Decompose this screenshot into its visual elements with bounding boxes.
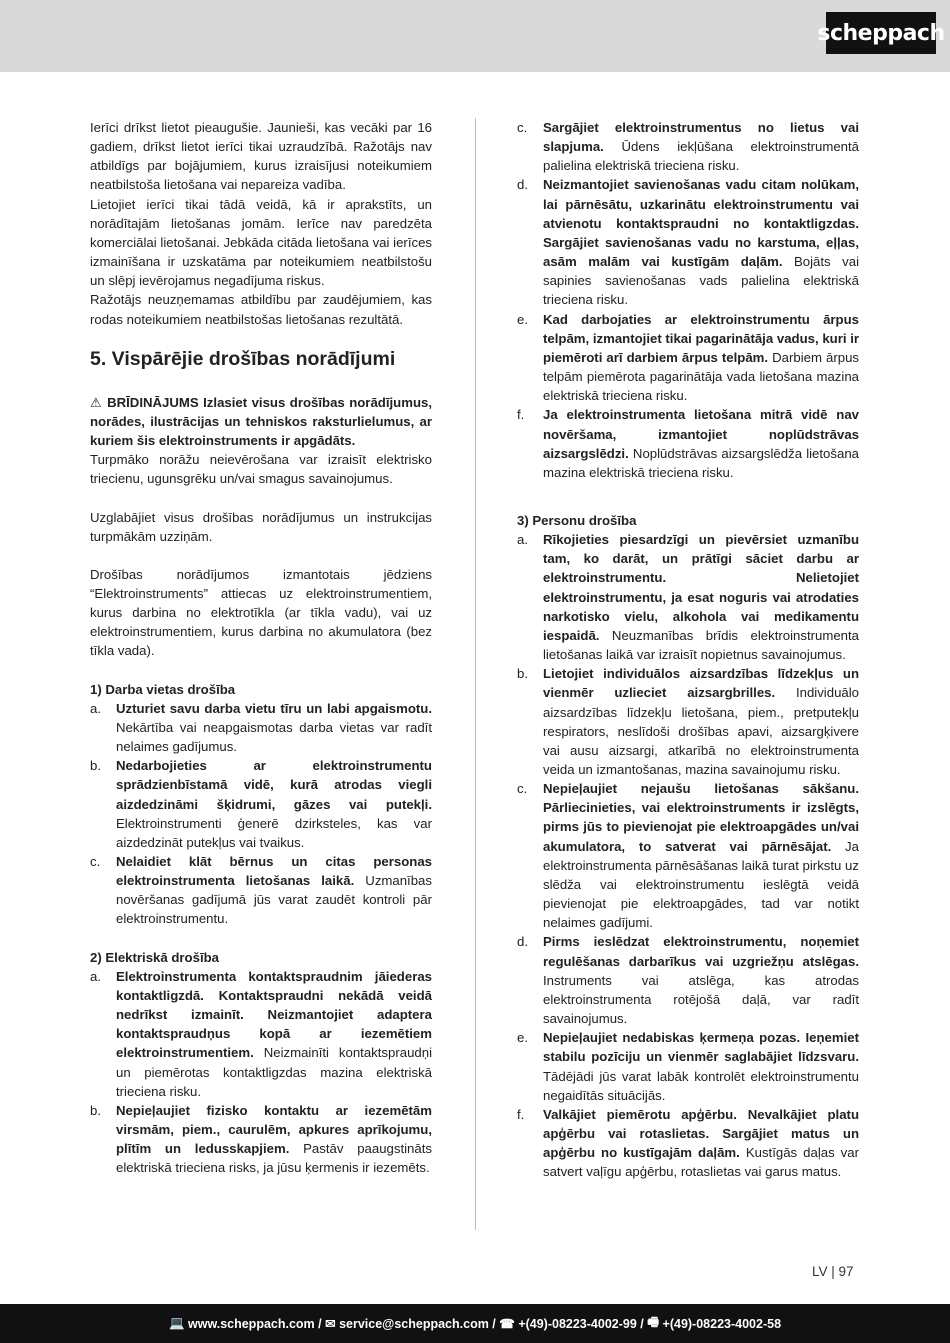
fax-icon: 🖷 xyxy=(647,1315,660,1329)
list-item-text xyxy=(543,779,859,932)
list-item-letter: c. xyxy=(90,854,101,869)
list-item xyxy=(517,1028,859,1105)
list-item-normal: Individuālo aizsardzības līdzekļu lietošana, piem., pretputekļu respirators, neslīdoši drošības apavi, aizsargķivere vai ausu aizsargi, atkarībā no elektroinstrumenta veida un izmantošanas, mazina savainojumu risku. xyxy=(543,685,859,777)
footer-bar xyxy=(0,1304,950,1343)
list-item-normal: Ūdens iekļūšana elektroinstrumentā palielina elektriskā trieciena risku. xyxy=(543,139,859,174)
subsection-title-1: 1) Darba vietas drošība xyxy=(90,681,236,697)
list-item-normal: Neuzmanības brīdis elektroinstrumenta lietošanas laikā var izraisīt nopietnus savainojumus. xyxy=(543,627,859,663)
phone-number[interactable]: +(49)-08223-4002-99 xyxy=(518,1316,637,1331)
subsection-title-3: 3) Personu drošība xyxy=(517,512,637,528)
left-column xyxy=(90,118,432,1178)
list-item-bold: Rīkojieties piesardzīgi un pievērsiet uzmanību tam, ko darāt, un prātīgi sāciet darbu ar elektroinstrumentu. Nelietojiet elektroinstrumentu, ja esat noguris vai atrodaties narkotisko vielu, alkohola vai medikamentu iespaidā. xyxy=(543,532,859,643)
list-item xyxy=(517,405,859,482)
list-item-normal: Pastāv paaugstināts elektriskā trieciena risks, ja jūsu ķermenis ir iezemēts. xyxy=(116,1141,432,1176)
list-item-normal: Bojāts vai sapinies savienošanas vads palielina elektriskā trieciena risku. xyxy=(543,254,859,308)
list-item-normal: Uzmanības novēršanas gadījumā jūs varat zaudēt kontroli pār elektroinstrumentu. xyxy=(116,873,432,927)
list-item xyxy=(90,852,432,929)
list-item-bold: Pirms ieslēdzat elektroinstrumentu, noņemiet regulēšanas darbarīkus vai uzgriežņu atslēgas. xyxy=(543,934,859,969)
list-item-bold: Elektroinstrumenta kontaktspraudnim jāiederas kontaktligzdā. Kontaktspraudni nekādā veidā nedrīkst izmainīt. Neizmantojiet adaptera kontaktspraudņus kopā ar iezemētiem elektroinstrumentiem. xyxy=(116,968,432,1061)
list-item-text xyxy=(543,664,859,779)
list-item-bold: Kad darbojaties ar elektroinstrumentu ārpus telpām, izmantojiet tikai pagarinātāja vadus, kuri ir piemēroti arī darbiem ārpus telpām. xyxy=(543,311,859,365)
work-area-safety-list xyxy=(90,699,432,929)
list-item-normal: Neizmainīti kontaktspraudņi un piemērotas kontaktligzdas mazina elektriskā trieciena risku. xyxy=(116,1045,432,1099)
list-item-letter: f. xyxy=(517,1106,525,1122)
intro-paragraph-3: Ražotājs neuzņemamas atbildību par zaudējumiem, kas rodas noteikumiem neatbilstošas lietošanas rezultātā. xyxy=(90,292,432,327)
list-item-letter: c. xyxy=(517,781,528,797)
warning-bold-text: BRĪDINĀJUMS Izlasiet visus drošības norādījumus, norādes, ilustrācijas un tehniskos raksturlielumus, ar kuriem šis elektroinstruments ir apgādāts. xyxy=(90,394,432,449)
list-item-letter: a. xyxy=(517,532,528,548)
list-item-letter: e. xyxy=(517,1030,528,1046)
subsection-title-2: 2) Elektriskā drošība xyxy=(90,949,220,965)
column-divider xyxy=(475,118,476,1230)
list-item-normal: Elektroinstrumenti ģenerē dzirksteles, kas var aizdedzināt putekļus vai tvaikus. xyxy=(116,815,432,850)
list-item-letter: a. xyxy=(90,700,101,716)
intro-paragraph-1: Ierīci drīkst lietot pieaugušie. Jaunieši, kas vecāki par 16 gadiem, drīkst lietot ierīci tikai uzraudzībā. Ražotājs nav atbildīgs par bojājumiem, kurus izraisījusi noteikumiem neatbilstoša lietošana vai nepareiza vadība. xyxy=(90,120,432,193)
list-item xyxy=(517,530,859,664)
phone-icon: ☎ xyxy=(499,1317,515,1331)
list-item-bold: Nedarbojieties ar elektroinstrumentu sprādzienbīstamā vidē, kurā atrodas viegli aizdedzināmi šķidrumi, gāzes vai putekļi. xyxy=(116,758,432,812)
list-item-text xyxy=(116,699,432,756)
warning-paragraph xyxy=(90,393,432,450)
list-item xyxy=(517,779,859,932)
list-item-normal: Ja elektroinstrumenta pārnēsāšanas laikā turat pirkstu uz slēdža vai elektroinstrumentu ieslēgtā veidā pievienojat pie elektroapgādes, tad var notikt nelaimes gadījumi. xyxy=(543,838,859,931)
list-item-text xyxy=(543,1105,859,1182)
list-item-normal: Kustīgās daļas var satvert vaļīgu apģērbu, rotaslietas vai garus matus. xyxy=(543,1145,860,1180)
list-item-bold: Nelaidiet klāt bērnus un citas personas elektroinstrumenta lietošanas laikā. xyxy=(116,854,432,889)
list-item-bold: Nepieļaujiet fizisko kontaktu ar iezemētām virsmām, piem., caurulēm, apkures aprīkojumu, plītīm un ledusskapjiem. xyxy=(116,1102,432,1157)
footer-separator: / xyxy=(636,1316,648,1331)
list-item xyxy=(517,175,859,309)
page-number: LV | 97 xyxy=(812,1264,854,1279)
list-item-bold: Valkājiet piemērotu apģērbu. Nevalkājiet platu apģērbu vai rotaslietas. Sargājiet matus un apģērbu no kustīgajām daļām. xyxy=(543,1106,859,1161)
fax-number: +(49)-08223-4002-58 xyxy=(662,1316,782,1331)
mail-icon: ✉ xyxy=(325,1317,336,1331)
list-item-bold: Neizmantojiet savienošanas vadu citam nolūkam, lai pārnēsātu, uzkarinātu elektroinstrumentu vai atvienotu kontaktspraudni no kontaktligzdas. Sargājiet savienošanas vadu no karstuma, eļļas, asām malām vai kustīgām daļām. xyxy=(543,177,859,270)
list-item-letter: a. xyxy=(90,968,101,984)
electrical-safety-list xyxy=(90,967,432,1178)
electrical-safety-list-continued xyxy=(517,118,859,482)
list-item-normal: Tādējādi jūs varat labāk kontrolēt elektroinstrumentu negaidītās situācijās. xyxy=(543,1068,859,1103)
list-item-text xyxy=(543,118,859,175)
list-item-text xyxy=(116,1101,432,1178)
list-item-bold: Nepieļaujiet nedabiskas ķermeņa pozas. Ieņemiet stabilu pozīciju un vienmēr saglabājiet līdzsvaru. xyxy=(543,1030,859,1065)
list-item-normal: Nekārtība vai neapgaismotas darba vietas var radīt nelaimes gadījumus. xyxy=(116,719,432,755)
list-item-letter: d. xyxy=(517,177,528,193)
list-item-text xyxy=(116,852,432,929)
footer-separator: / xyxy=(488,1316,500,1331)
list-item-bold: Sargājiet elektroinstrumentus no lietus vai slapjuma. xyxy=(543,120,859,155)
list-item xyxy=(517,664,859,779)
list-item xyxy=(517,310,859,406)
right-column xyxy=(517,118,859,1181)
scheppach-logo: scheppach xyxy=(826,12,936,54)
personal-safety-list xyxy=(517,530,859,1181)
warning-text: Turpmāko norāžu neievērošana var izraisīt elektrisko triecienu, ugunsgrēku un/vai smagus savainojumus. xyxy=(90,452,432,487)
intro-paragraph-2: Lietojiet ierīci tikai tādā veidā, kā ir aprakstīts, un norādītajām lietošanas jomām. Ierīce nav paredzēta komerciālai lietošanai. Jebkāda citāda lietošana vai ierīces izmainīšana ir uzskatāma par noteikumiem neatbilstošu un slēpj ievērojamus negadījuma riskus. xyxy=(90,196,432,289)
list-item xyxy=(517,932,859,1028)
list-item xyxy=(90,967,432,1101)
list-item-bold: Ja elektroinstrumenta lietošana mitrā vidē nav novēršama, izmantojiet noplūdstrāvas aizsargslēdzi. xyxy=(543,407,859,461)
list-item xyxy=(517,118,859,175)
list-item-normal: Darbiem ārpus telpām piemērota pagarinātāja vada lietošana mazina elektriskā trieciena risku. xyxy=(543,349,859,404)
footer-separator: / xyxy=(314,1316,326,1331)
list-item-letter: b. xyxy=(90,758,101,774)
list-item-bold: Nepieļaujiet nejaušu lietošanas sākšanu. Pārliecinieties, vai elektroinstruments ir izslēgts, pirms jūs to pievienojat pie elektroapgādes un/vai akumulatora, to satverat vai pārnēsājat. xyxy=(543,781,859,854)
list-item-text xyxy=(543,1028,859,1105)
list-item-letter: b. xyxy=(517,666,528,682)
list-item-bold: Uzturiet savu darba vietu tīru un labi apgaismotu. xyxy=(116,700,432,716)
list-item xyxy=(90,756,432,852)
email-link[interactable]: service@scheppach.com xyxy=(339,1316,489,1331)
list-item-normal: Noplūdstrāvas aizsargslēdža lietošana mazina elektriskā trieciena risku. xyxy=(543,445,859,480)
list-item-letter: f. xyxy=(517,407,525,423)
list-item-text xyxy=(543,932,859,1028)
list-item-text xyxy=(116,756,432,852)
list-item-text xyxy=(543,530,859,664)
website-link[interactable]: www.scheppach.com xyxy=(188,1316,315,1331)
list-item-letter: d. xyxy=(517,934,528,950)
list-item xyxy=(90,1101,432,1178)
list-item-letter: e. xyxy=(517,311,528,327)
term-definition-text: Drošības norādījumos izmantotais jēdziens “Elektroinstruments” attiecas uz elektroinstrumentiem, kurus darbina no elektrotīkla (ar tīkla vadu), vai uz elektroinstrumentiem, kurus darbina no akumulatora (bez tīkla vada). xyxy=(90,566,432,659)
list-item-text xyxy=(543,405,859,482)
list-item-normal: Instruments vai atslēga, kas atrodas elektroinstrumenta rotējošā daļā, var radīt savainojumus. xyxy=(543,972,859,1027)
list-item-text xyxy=(543,175,859,309)
list-item-text xyxy=(116,967,432,1101)
list-item xyxy=(90,699,432,756)
list-item-letter: b. xyxy=(90,1102,101,1118)
web-icon: 💻 xyxy=(168,1316,185,1330)
list-item-letter: c. xyxy=(517,120,528,135)
list-item xyxy=(517,1105,859,1182)
warning-icon: ⚠ xyxy=(90,394,103,410)
list-item-bold: Lietojiet individuālos aizsardzības līdzekļus un vienmēr uzlieciet aizsargbrilles. xyxy=(543,666,859,701)
section-title: 5. Vispārējie drošības norādījumi xyxy=(90,347,396,370)
keep-instructions-text: Uzglabājiet visus drošības norādījumus un instrukcijas turpmākām uzziņām. xyxy=(90,509,432,544)
header-band xyxy=(0,0,950,72)
list-item-text xyxy=(543,310,859,406)
